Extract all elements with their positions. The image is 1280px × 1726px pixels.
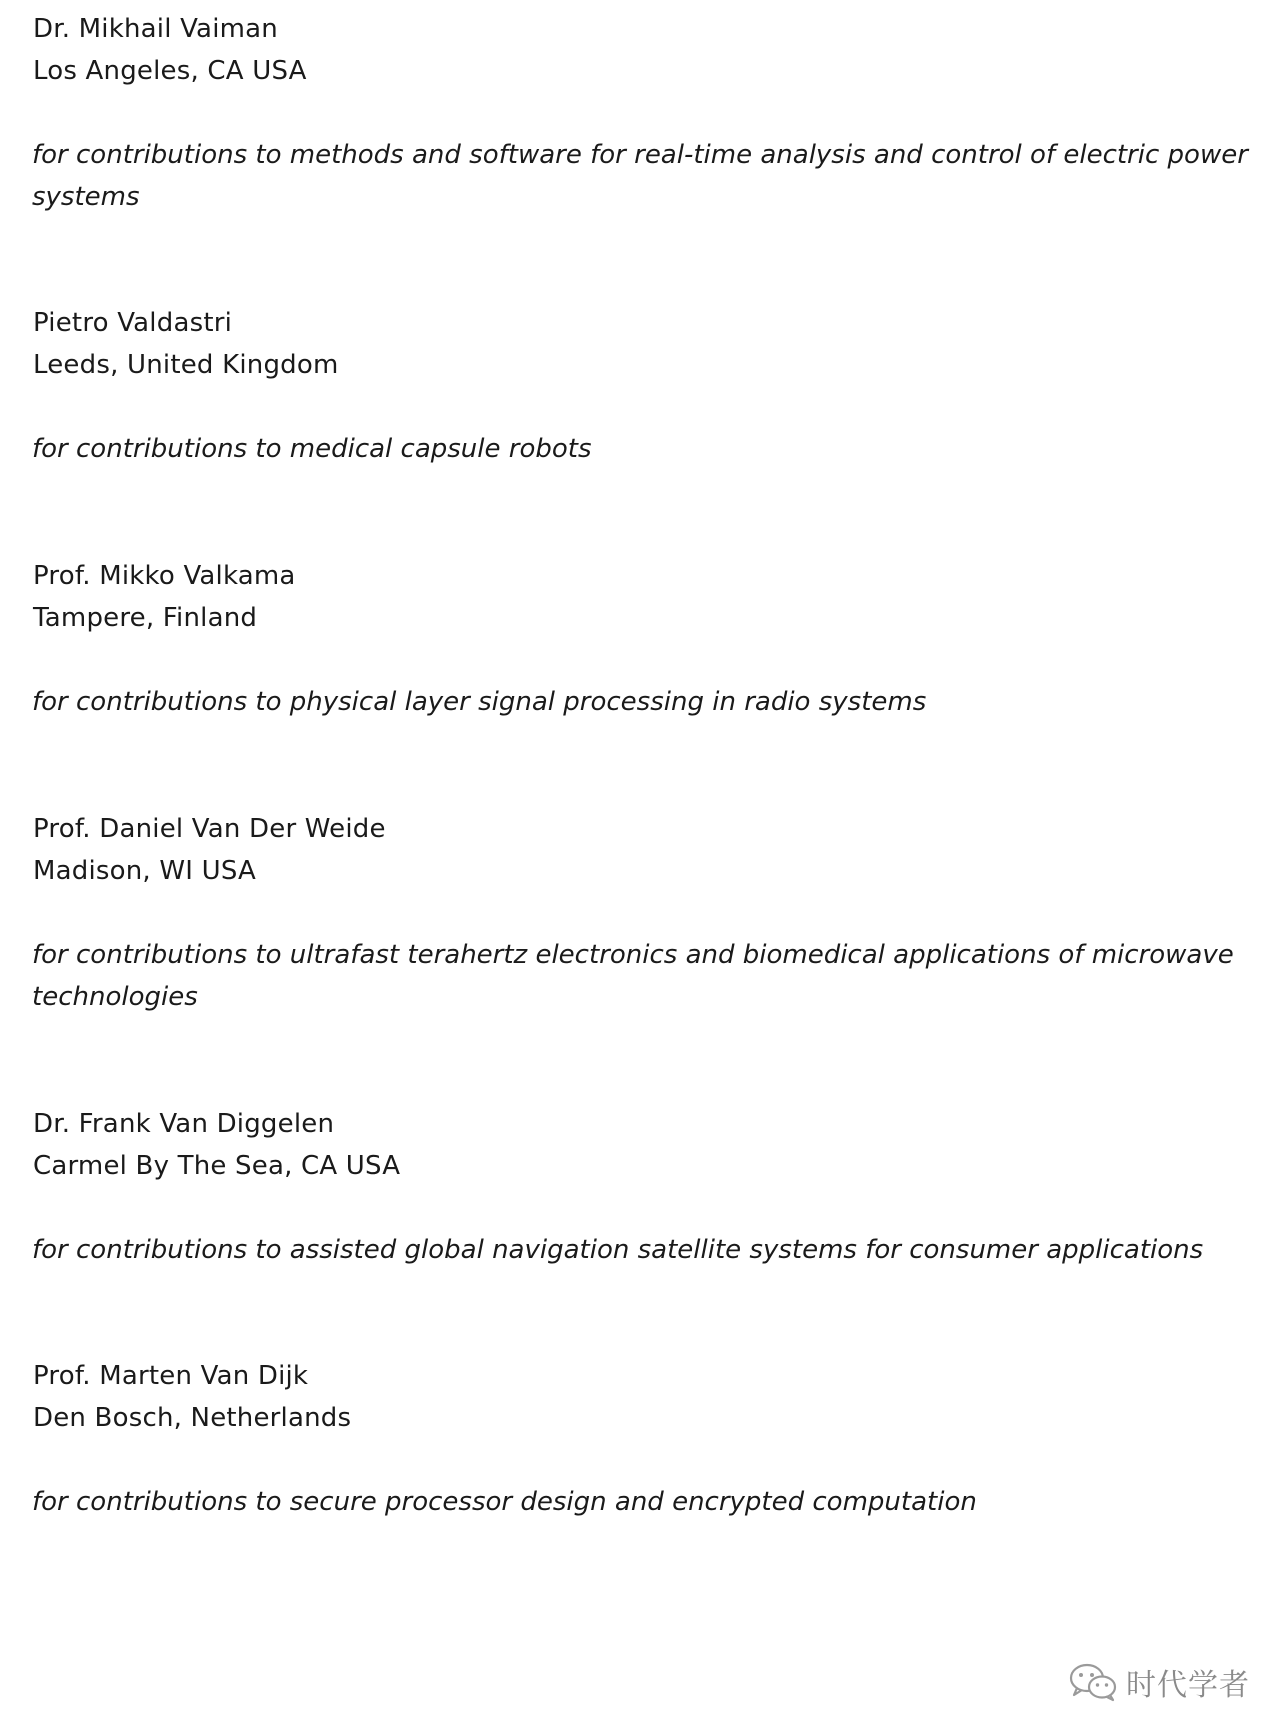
fellow-entry [33,1103,1253,1271]
fellow-name: Prof. Mikko Valkama [33,561,296,591]
fellow-name: Pietro Valdastri [33,308,233,338]
fellow-citation: for contributions to methods and software for real-time analysis and control of electric power systems [32,140,1248,212]
fellow-location: Leeds, United Kingdom [33,350,339,380]
wechat-icon [1068,1662,1118,1702]
watermark [1068,1660,1250,1704]
fellow-name: Dr. Mikhail Vaiman [33,14,278,44]
fellow-name: Prof. Marten Van Dijk [33,1361,309,1391]
fellow-location: Den Bosch, Netherlands [33,1403,352,1433]
fellow-citation: for contributions to physical layer signal processing in radio systems [32,687,927,717]
fellow-entry [33,8,1253,218]
fellow-location: Madison, WI USA [33,856,256,886]
fellow-location: Los Angeles, CA USA [33,56,307,86]
fellow-entry [33,808,1253,1018]
fellow-citation: for contributions to assisted global navigation satellite systems for consumer applications [32,1235,1204,1265]
fellow-citation: for contributions to secure processor design and encrypted computation [32,1487,977,1517]
fellow-location: Carmel By The Sea, CA USA [33,1151,401,1181]
fellow-citation: for contributions to medical capsule robots [32,434,592,464]
fellow-name: Dr. Frank Van Diggelen [33,1109,335,1139]
fellow-location: Tampere, Finland [33,603,258,633]
watermark-text: 时代学者 [1126,1668,1250,1703]
fellow-entry [33,302,1253,470]
fellow-citation: for contributions to ultrafast terahertz electronics and biomedical applications of microwave technologies [32,940,1234,1012]
fellow-entry [33,555,1253,723]
fellow-entry [33,1355,1253,1523]
fellow-name: Prof. Daniel Van Der Weide [33,814,386,844]
